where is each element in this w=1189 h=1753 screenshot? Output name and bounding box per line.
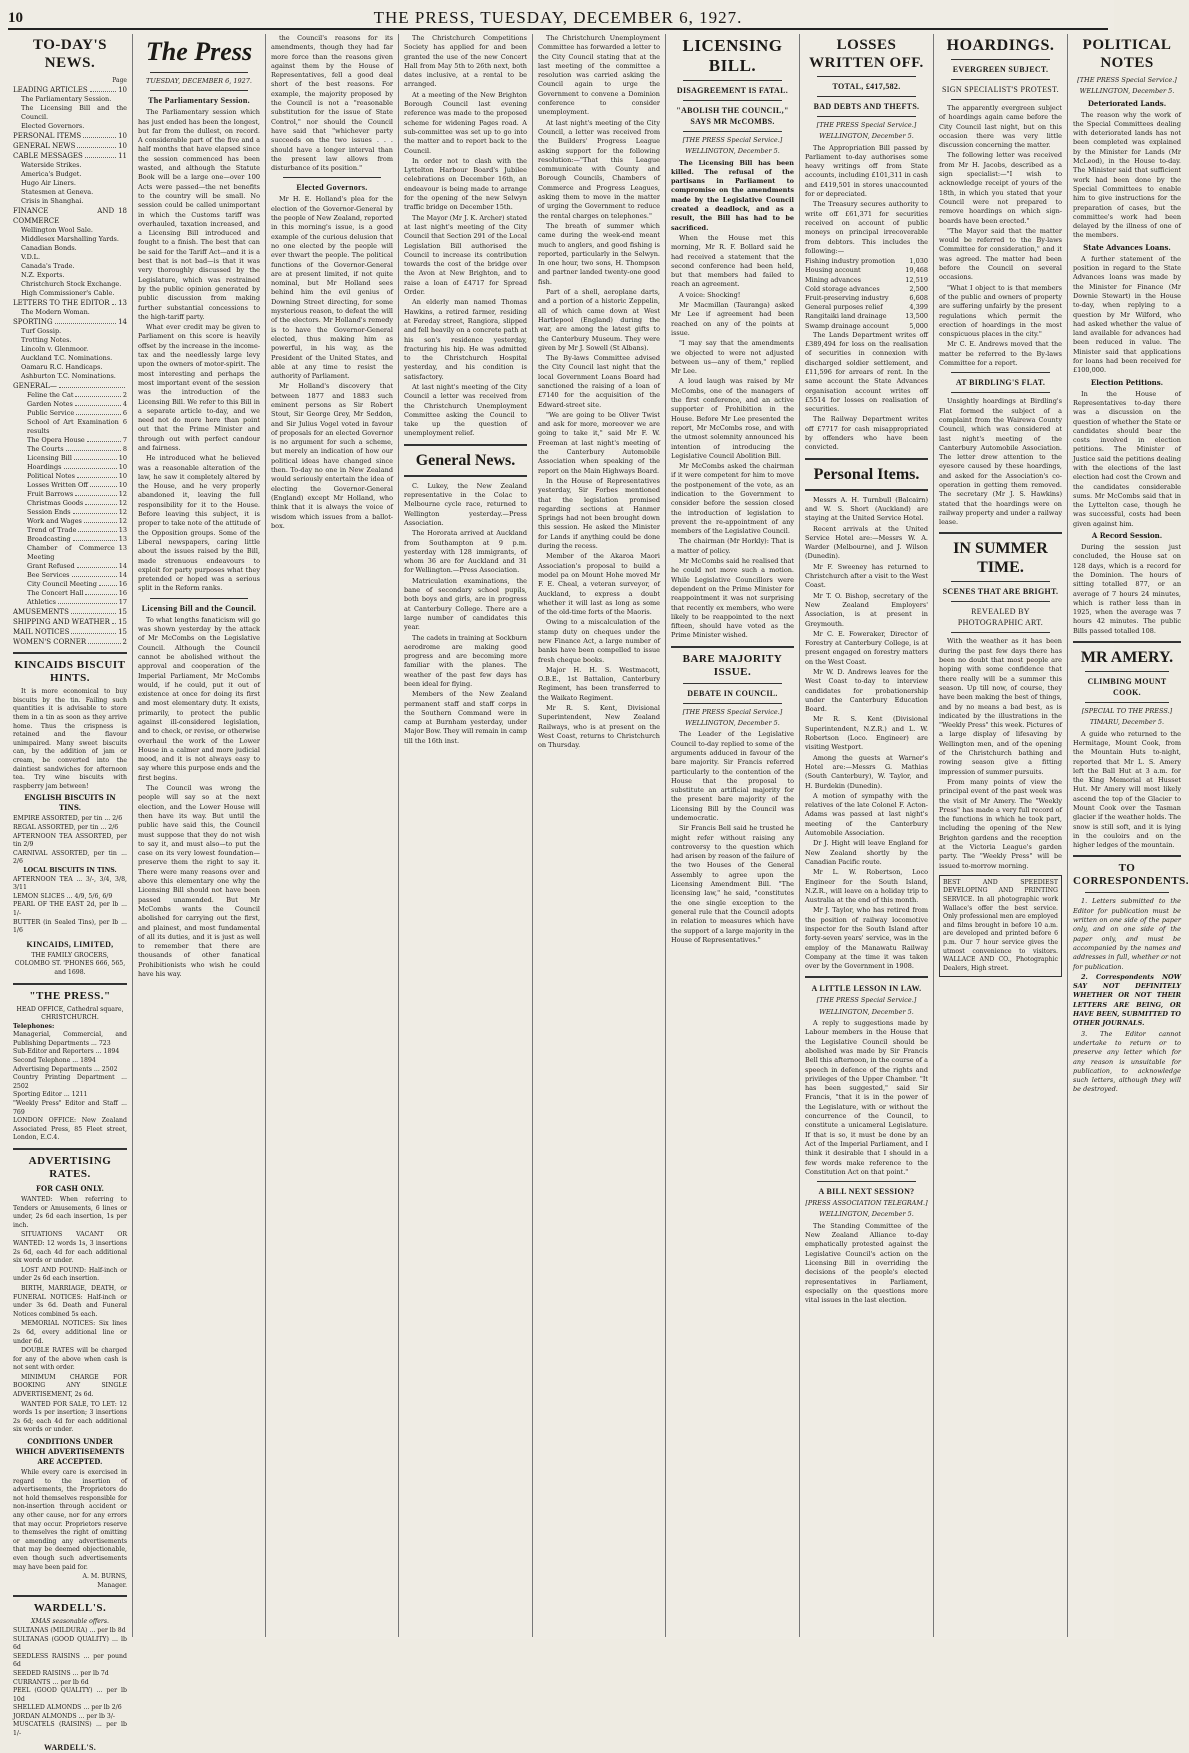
- rate-line: DOUBLE RATES will be charged for any of the above when cash is not sent with order.: [13, 1347, 127, 1372]
- toc-row[interactable]: GENERAL NEWS 10: [13, 142, 127, 151]
- bare-majority-heading: BARE MAJORITY ISSUE.: [682, 652, 783, 678]
- kincaids-company: KINCAIDS, LIMITED,: [26, 939, 114, 949]
- toc-subitem: N.Z. Exports.: [21, 271, 65, 280]
- toc-subitem: Ashburton T.C. Nominations.: [21, 372, 116, 381]
- editorial-heading: Licensing Bill and the Council.: [141, 603, 257, 613]
- news-paragraph: Member of the Akaroa Maori Association's proposal to build a model pa on Mount Hohe moved Mr F. E. Cheal, a veteran surveyor, of Auckland, to express a doubt whether it will last as long as some of the old-time forts of the Maoris.: [538, 552, 660, 617]
- news-paragraph: The Leader of the Legislative Council to-day replied to some of the arguments adduced in favour of the bare majority. Sir Francis referred particularly to the contention of the House that the proposal to substitute an artificial majority for the present bare majority of the Licensing Bill by the Council was undemocratic.: [671, 730, 794, 822]
- birdlings-heading: AT BIRDLING'S FLAT.: [955, 378, 1046, 388]
- toc-row[interactable]: SPORTING 14: [13, 318, 127, 327]
- wardells-line: CURRANTS ... per lb 6d: [13, 1678, 89, 1686]
- losses-heading: LOSSES WRITTEN OFF.: [809, 37, 924, 71]
- news-paragraph: Unsightly hoardings at Birdling's Flat formed the subject of a complaint from the Wairewa County Council, which was considered at last night's meeting of the Canterbury Automobile Association. The letter drew attention to the eyesore caused by these hoardings, and asked for the Association's co-operation in getting them removed. The secretary (Mr J. S. Hawkins) stated that the hoardings were on railway property and under a railway lease.: [939, 397, 1062, 527]
- masthead: [8, 8, 1108, 30]
- column-news-cont: [533, 34, 666, 1637]
- toc-subitem: Hugo Air Liners.: [21, 179, 76, 188]
- editorial-heading: The Parliamentary Session.: [148, 96, 250, 106]
- telephone-line: Sporting Editor ... 1211: [13, 1091, 88, 1099]
- column-general-news: [399, 34, 533, 1637]
- wardells-line: JORDAN ALMONDS ... per lb 3/-: [13, 1712, 116, 1720]
- toc-row[interactable]: SHIPPING AND WEATHER 15: [13, 618, 127, 627]
- wallace-ad: BEST AND SPEEDIEST DEVELOPING AND PRINTING SERVICE. In all photographic work Wallace's offer the best service. Only professional men are employed and films brought in before 10 a.m. are developed and printed before 6 p.m. Our 7 hour service gives the utmost convenience to visitors. WALLACE AND CO., Photographic Dealers, High street.: [939, 875, 1062, 978]
- losses-sub: BAD DEBTS AND THEFTS.: [813, 102, 920, 111]
- news-paragraph: When the House met this morning, Mr R. F. Bollard said he had received a statement that the second conference had been held, but that members had failed to reach an agreement.: [671, 233, 794, 289]
- kincaids-price: REGAL ASSORTED, per tin ... 2/6: [13, 824, 119, 832]
- news-paragraph: The Lands Department writes off £389,494 for loss on the realisation of securities in connexion with discharged soldier settlement, and £11,596 for arrears of rent. In the same account the State Advances organisation account writes off £5514 for losses on realisation of securities.: [805, 330, 928, 414]
- special-service: [THE PRESS Special Service.]: [816, 121, 917, 129]
- rate-line: LOST AND FOUND: Half-inch or under 2s 6d each insertion.: [13, 1266, 127, 1283]
- dateline: WELLINGTON, December 5.: [819, 1007, 914, 1016]
- political-subheading: A Record Session.: [1091, 531, 1163, 541]
- dateline: TIMARU, December 5.: [1089, 718, 1165, 727]
- political-subheading: State Advances Loans.: [1083, 242, 1171, 252]
- wardells-heading: WARDELL'S.: [33, 1602, 107, 1615]
- toc-row[interactable]: PERSONAL ITEMS 10: [13, 132, 127, 141]
- news-paragraph: The apparently evergreen subject of hoardings again came before the City Council last night, but on this occasion there was very little discussion concerning the matter.: [939, 104, 1062, 150]
- editorial-paragraph: The Parliamentary session which has just ended has been the longest, but far from the dullest, on record. A considerable part of the five and a half months that have elapsed since the session commenced has been wasted, and although the Statute Book will be a large one—over 100 Acts were passed—the net benefits to the country will be small. No session could be called unimportant in which the Customs tariff was overhauled, taxation increased, and a Licensing Bill introduced and fought to a finish. The best that can be said for the Tariff Act—and it is a best that is not bad—is that it was very thoroughly discussed by the Legislature, which was restrained by the public opinion generated by public discussion from making further substantial concessions to the high-tariff party.: [138, 108, 260, 321]
- toc-subitem: Lincoln v. Glenmoor.: [21, 345, 89, 354]
- column-editorial: [133, 34, 266, 1637]
- news-paragraph: Mr McCombs asked the chairman if it were competent for him to move the postponement of the vote, as an indication to the Government to consider before the session closed the introduction of legislation to prevent the re-appointment of any members of the Legislative Council.: [671, 462, 794, 536]
- rate-line: SITUATIONS VACANT OR WANTED: 12 words 1s, 3 insertions 2s 6d, each 4d for each additional six words or under.: [13, 1231, 127, 1265]
- editorial-paragraph: Mr H. E. Holland's plea for the election of the Governor-General by the people of New Zealand, reported in this morning's issue, is a good example of the curious delusion that no one elected by the people will ever thwart the people. The political functions of the Governor-General are at present limited, if not quite nominal, but Mr Holland sees behind him the evil genius of Downing Street directing, for some mysterious reason, to defeat the will of the electors. Mr Holland's remedy is to have the Governor-General elected, thus making him as powerful, in his way, as the President of the United States, and able at any time to resist the authority of Parliament.: [271, 195, 393, 381]
- toc-general-item[interactable]: Trend of Trade 13: [27, 526, 127, 535]
- news-paragraph: A voice: Shocking!: [679, 290, 741, 299]
- table-row: Fishing industry promotion 1,030: [805, 257, 928, 266]
- news-paragraph: An elderly man named Thomas Hawkins, a retired farmer, residing at Fereday street, Rangiora, slipped and fell heavily on a concrete path at his son's residence yesterday, fracturing his hip. He was admitted to the Christchurch Hospital yesterday, and his condition is satisfactory.: [404, 298, 527, 381]
- hoardings-sub: SIGN SPECIALIST'S PROTEST.: [942, 85, 1059, 94]
- news-paragraph: A further statement of the position in regard to the State Advances loans was made by the Minister for Finance (Mr Downie Stewart) in the House to-day, when replying to a question by Mr Wilford, who had asked whether the value of land available for advances had been reduced in value. The Minister said that applications for loans had been received for £100,000.: [1073, 254, 1181, 375]
- personal-heading: Personal Items.: [813, 465, 920, 483]
- editorial-heading: Elected Governors.: [296, 183, 368, 193]
- news-paragraph: Sir Francis Bell said he trusted he might refer without raising any controversy to the question which had arisen by reason of the failure of the two Houses of the General Assembly to agree upon the Licensing Amendment Bill. "The licensing law," he said, "constitutes the one single exception to the general rule that the Council adopts in relation to measures which have the support of a large majority in the House of Representatives.": [671, 824, 794, 944]
- toc-general-item[interactable]: Political Notes 10: [27, 472, 127, 481]
- toc-subitem: The Parliamentary Session.: [21, 95, 112, 104]
- conditions-heading: CONDITIONS UNDER WHICH ADVERTISEMENTS ARE ACCEPTED.: [15, 1437, 125, 1467]
- toc-general-item[interactable]: City Council Meeting 16: [27, 580, 127, 589]
- toc-general-item[interactable]: Fruit Barrows 12: [27, 490, 127, 499]
- news-paragraph: Mr McCombs said he realised that he could not move such a motion. While Legislative Councillors were dependent on the Prime Minister for reappointment it was not surprising that recently ex members, who were likely to be reappointed to the next fifteen, should have voted as the Prime Minister wished.: [671, 557, 794, 640]
- personal-items: [805, 496, 928, 972]
- special-service: [THE PRESS Special Service.]: [682, 707, 783, 716]
- dateline: WELLINGTON, December 5.: [819, 1210, 914, 1219]
- news-paragraph: Mr Macmillan (Tauranga) asked Mr Lee if agreement had been reached on any of the points at issue.: [671, 301, 794, 337]
- toc-subitem: Waterside Strikes.: [21, 161, 82, 170]
- news-paragraph: "We are going to be Oliver Twist and ask for more, moreover we are going to take it," said Mr F. W. Freeman at last night's meeting of the Canterbury Automobile Association when speaking of the report on the Main Highways Board.: [538, 410, 660, 475]
- correspondents-heading: TO CORRESPONDENTS.: [1073, 862, 1189, 888]
- kincaids-price: BUTTER (in Sealed Tins), per lb ... 1/6: [13, 918, 127, 935]
- wardells-line: MUSCATELS (RAISINS) ... per lb 1/-: [13, 1721, 127, 1738]
- news-paragraph: The By-laws Committee advised the City Council last night that the local Government Loans Board had sanctioned the raising of a loan of £7140 for the acquisition of the Edward-street site.: [538, 354, 660, 409]
- toc-general-item[interactable]: Broadcasting 13: [27, 535, 127, 544]
- news-paragraph: "The Mayor said that the matter would be referred to the By-laws Committee for consideration," and it was agreed. The matter had been before the Council on several occasions.: [939, 226, 1062, 282]
- special-service: [SPECIAL TO THE PRESS.]: [1081, 707, 1173, 716]
- telephones-label: Telephones:: [13, 1022, 55, 1030]
- toc-row[interactable]: CABLE MESSAGES 11: [13, 152, 127, 161]
- licensing-heading: LICENSING BILL.: [682, 36, 783, 75]
- editorial-paragraph: The Council was wrong the people will say so at the next election, and the Lower House will then have its way. But until the public have said this, the Council must suppose that they do not wish to say it, and must also—to put the case on its very lowest foundation—preserve them the right to say it. There were many reasons over and above this elementary one why the Licensing Bill should not have been passed unamended. But Mr McCombs wants the Council abolished for carrying out the first, and plainest, and most fundamental of all its duties, and it is just as well to remember that there are thousands of other fanatical Prohibitionists who wish he could have his way.: [138, 784, 260, 979]
- toc-subitem: America's Budget.: [21, 170, 82, 179]
- personal-item: Mr R. S. Kent (Divisional Superintendent, N.Z.R.) and L. W. Robertson (Loco. Engineer) are visiting Westport.: [805, 715, 928, 752]
- summer-sub: REVEALED BY PHOTOGRAPHIC ART.: [957, 607, 1044, 628]
- personal-item: Among the guests at Warner's Hotel are:—Messrs G. Mathias (South Canterbury), W. Taylor, and H. Burdekin (Dunedin).: [805, 753, 928, 790]
- rate-line: WANTED FOR SALE, TO LET: 12 words 1s per insertion; 3 insertions 2s 6d; each 4d for each additional six words or under.: [13, 1400, 127, 1434]
- personal-item: Mr F. Sweeney has returned to Christchurch after a visit to the West Coast.: [805, 562, 928, 590]
- personal-item: Mr L. W. Robertson, Loco Engineer for the South Island, N.Z.R., will leave on a holiday trip to Australia at the end of this month.: [805, 868, 928, 905]
- news-paragraph: With the weather as it has been during the past few days there has been no doubt that most people are hoping with some confidence that there really will be a summer this season. Up till now, of course, they have been making the best of things, and by no means a bad best, as is indicated by the illustrations in the "Weekly Press" this week. Pictures of a large display of lifesaving by Wellington men, and of the opening of the Christchurch bathing and rowing season give a fitting impression of summer pursuits.: [939, 637, 1062, 776]
- editorial-paragraph: He introduced what he believed was a reasonable alteration of the law, he saw it completely altered by the House, and he very properly abandoned it, leaving the full responsibility for it to the House. Before leaving this subject, it is proper to take note of the attitude of the Opposition groups. Some of the Liberal newspapers, caring little about the issues raised by the Bill, made strenuous endeavours to exploit for party purposes what they pretended or hoped was a serious split in the Reform ranks.: [138, 454, 260, 593]
- kincaids-prices-heading: ENGLISH BISCUITS IN TINS.: [24, 793, 116, 813]
- kincaids-body: It is more economical to buy biscuits by the tin. Failing such quantities it is advisable to store them in a tin as soon as they arrive home. Thus the crispness is retained and the flavour unimpaired. Many sweet biscuits can, by the addition of jam or cream, be converted into the daintiest sandwiches for afternoon tea. Try wine biscuits with raspberry jam between!: [13, 688, 127, 790]
- telephone-line: Sub-Editor and Reporters ... 1894: [13, 1048, 120, 1056]
- wardells-line: SULTANAS (GOOD QUALITY) ... lb 6d: [13, 1635, 127, 1652]
- news-paragraph: The Treasury secures authority to write off £61,371 for securities received on account of public moneys on principal irrecoverable from debtors. This includes the following:—: [805, 200, 928, 255]
- personal-item: Dr J. Hight will leave England for New Zealand shortly by the Canadian Pacific route.: [805, 839, 928, 866]
- telephone-line: Managerial, Commercial, and Publishing Departments ... 723: [13, 1031, 127, 1047]
- news-paragraph: Mr R. S. Kent, Divisional Superintendent, New Zealand Railways, who is at present on the West Coast, returns to Christchurch on Thursday.: [538, 704, 660, 750]
- losses-sub: TOTAL, £417,582.: [832, 82, 901, 91]
- column-hoardings: [934, 34, 1068, 1637]
- kincaids-price: CARNIVAL ASSORTED, per tin ... 2/6: [13, 849, 127, 866]
- wardells-line: SEEDLESS RAISINS ... per pound 6d: [13, 1652, 127, 1669]
- toc-general-item[interactable]: Licensing Bill 10: [27, 454, 127, 463]
- news-paragraph: The Christchurch Competitions Society has applied for and been granted the use of the new Concert Hall from May 5th to 26th next, both dates inclusive, at a rental to be arranged.: [404, 34, 527, 89]
- press-office-heading: "THE PRESS.": [29, 989, 111, 1002]
- wardells-line: SULTANAS (MILDURA) ... per lb 8d: [13, 1626, 126, 1634]
- toc-general-list: [13, 391, 127, 607]
- hoardings-heading: HOARDINGS.: [946, 37, 1055, 54]
- special-service: [PRESS ASSOCIATION TELEGRAM.]: [805, 1199, 928, 1208]
- amery-heading: MR AMERY.: [1080, 649, 1174, 667]
- licensing-sub: DISAGREEMENT IS FATAL.: [676, 86, 789, 95]
- personal-item: Recent arrivals at the United Service Hotel are:—Messrs W. A. Warder (Melbourne), and J. Wilson (Dunedin).: [805, 524, 928, 561]
- session-heading: A BILL NEXT SESSION?: [818, 1187, 915, 1197]
- toc-general-item[interactable]: Christmas Goods 12: [27, 499, 127, 508]
- toc-row[interactable]: FINANCE AND COMMERCE 18: [13, 207, 127, 226]
- news-paragraph: The Christchurch Unemployment Committee has forwarded a letter to the City Council stating that at the last meeting of the committee a resolution was carried asking the Council again to urge the Government to convene a Dominion conference to consider unemployment.: [538, 34, 660, 117]
- wardells-line: PEEL (GOOD QUALITY) ... per lb 10d: [13, 1687, 127, 1703]
- kincaids-heading: KINCAIDS BISCUIT HINTS.: [14, 659, 126, 685]
- editorial-paragraph: To what lengths fanaticism will go was shown yesterday by the attack of Mr McCombs on the Legislative Council. Although the Council cannot be abolished without the approval and cooperation of the Imperial Parliament, Mr McCombs would, if he could, put it out of existence at once for doing its first and most elementary duty. It exists, primarily, to protect the public against ill-considered legislation, and to check, or revise, or otherwise overhaul the work of the Lower House in a calmer and more judicial mood, and it is not always easy to say where this purpose ends and the first begins.: [138, 615, 260, 782]
- toc-general-item[interactable]: The Courts 8: [27, 445, 127, 454]
- table-row: Mining advances 12,519: [805, 275, 928, 284]
- news-paragraph: Matriculation examinations, the bane of secondary school pupils, both boys and girls, are in progress at Canterbury College. There are a large number of candidates this year.: [404, 576, 527, 632]
- page-title: THE PRESS, TUESDAY, DECEMBER 6, 1927.: [373, 8, 743, 27]
- wardells-footer: WARDELL'S.: [43, 1742, 97, 1752]
- toc-general-item[interactable]: Bee Services 14: [27, 571, 127, 580]
- telephone-line: Country Printing Department ... 2502: [13, 1074, 127, 1090]
- news-paragraph: Members of the New Zealand permanent staff and staff corps in the Southern Command were in camp at Burnham yesterday, under Major Bow. They will remain in camp till the 16th inst.: [404, 690, 527, 745]
- table-row: Housing account 19,468: [805, 266, 928, 275]
- column-licensing: [666, 34, 800, 1637]
- political-subheading: Deteriorated Lands.: [1087, 98, 1167, 108]
- conditions-body: While every care is exercised in regard to the insertion of advertisements, the Proprietors do not hold themselves responsible for non-insertion through accident or any other cause, nor for any errors that may occur. Proprietors reserve to themselves the right of omitting or amending any advertisements that may be deemed objectionable, even though such advertisements may have been paid for.: [13, 1469, 127, 1571]
- toc-general-item[interactable]: School of Art Examination results 6: [27, 418, 127, 436]
- toc-subitem: Wellington Wool Sale.: [21, 226, 93, 235]
- toc-general-item[interactable]: Grant Refused 14: [27, 562, 127, 571]
- news-paragraph: Major H. H. S. Westmacott, O.B.E., 1st Battalion, Canterbury Regiment, has been transferred to the Waikato Regiment.: [538, 665, 660, 702]
- table-row: Rangitaiki land drainage 13,500: [805, 312, 928, 321]
- news-paragraph: At last night's meeting of the City Council a letter was received from the Christchurch Unemployment Committee asking the Council to take up the question of unemployment relief.: [404, 382, 527, 438]
- toc-subitem: High Commissioner's Cable.: [21, 289, 115, 298]
- news-paragraph: The Standing Committee of the New Zealand Alliance to-day emphatically protested against the Legislative Council's action on the Licensing Bill in overriding the decisions of the people's elected representatives in Parliament, especially on the questions more vital issues in the last election.: [805, 1221, 928, 1305]
- press-logo: The Press: [145, 37, 253, 66]
- licensing-sub: "ABOLISH THE COUNCIL," SAYS MR McCOMBS.: [676, 106, 789, 126]
- losses-table: [805, 257, 928, 331]
- personal-item: A motion of sympathy with the relatives of the late Colonel F. Acton-Adams was passed at last night's meeting of the Canterbury Automobile Association.: [805, 791, 928, 838]
- news-paragraph: A loud laugh was raised by Mr McCombs, one of the managers of the first conference, and an active supporter of Prohibition in the House. Before Mr Lee presented the report, Mr McCombs rose, and with the utmost solemnity announced his intention of introducing the Legislative Council Abolition Bill.: [671, 377, 794, 460]
- toc-general-item[interactable]: Chamber of Commerce Meeting 13: [27, 544, 127, 562]
- general-news-heading: General News.: [415, 451, 516, 469]
- correspondents-rule: 1. Letters submitted to the Editor for publication must be written on one side of the paper only, and on one side of the paper only, and must be accompanied by the names and addresses in full, whether or not for publication.: [1073, 897, 1181, 971]
- kincaids-address: THE FAMILY GROCERS, COLOMBO ST. 'PHONES 666, 565, and 1698.: [14, 951, 126, 976]
- toc-subitem: Middlesex Marshalling Yards.: [21, 235, 119, 244]
- dateline: WELLINGTON, December 5.: [819, 132, 914, 141]
- kincaids-price: EMPIRE ASSORTED, per tin ... 2/6: [13, 815, 123, 823]
- news-paragraph: The Appropriation Bill passed by Parliament to-day authorises some heavy writings off from State accounts, including £101,311 in cash and £419,501 in stores unaccounted for or depreciated.: [805, 143, 928, 199]
- personal-item: Mr J. Taylor, who has retired from the position of railway locomotive inspector for the South Island after forty-seven years' service, was in the employ of the Manawatu Railway Company at the time it was taken over by the Government in 1908.: [805, 906, 928, 971]
- toc-row[interactable]: AMUSEMENTS 15: [13, 608, 127, 617]
- personal-item: Mr W. D. Andrews leaves for the West Coast to-day to interview candidates for probationership under the Canterbury Education Board.: [805, 667, 928, 714]
- bare-majority-sub: DEBATE IN COUNCIL.: [687, 688, 778, 698]
- news-paragraph: In order not to clash with the Lyttelton Harbour Board's Jubilee celebrations on December 16th, an endeavour is being made to arrange for the opening of the new Selwyn traffic bridge on December 15th.: [404, 156, 527, 212]
- columns: [8, 34, 1189, 1752]
- special-service: [THE PRESS Special Service.]: [682, 136, 783, 144]
- toc-subitem: Turf Gossip.: [21, 327, 62, 336]
- summer-sub: SCENES THAT ARE BRIGHT.: [942, 587, 1059, 597]
- table-row: Swamp drainage account 5,000: [805, 321, 928, 330]
- news-paragraph: The following letter was received from Mr H. Jacobs, described as a sign specialist:—"I wish to acknowledge receipt of yours of the 18th, in which you stated that your Council were not prepared to remove hoardings on which sign-boards have been erected.": [939, 151, 1062, 225]
- page-number: 10: [8, 9, 23, 26]
- news-paragraph: The Mayor (Mr J. K. Archer) stated at last night's meeting of the City Council that Section 291 of the Local Legislation Bill authorised the Council to increase its contribution towards the cost of the bridge over the Avon at New Brighton, and to raise a loan of £4717 for Spread Order.: [404, 213, 527, 297]
- rate-line: WANTED: When referring to Tenders or Amusements, 6 lines or under, 2s 6d each insertion, 1s per inch.: [13, 1196, 127, 1229]
- news-paragraph: A reply to suggestions made by Labour members in the House that the Legislative Council should be abolished was made by Sir Francis Bell this afternoon, in the course of a speech in defence of the rights and privileges of the Upper Chamber. "It has been suggested," said Sir Francis, "that it is in the power of the Legislature, with or without the concurrence of the Council, to constitute a unicameral Legislature. If that is so, it must be done by an Act of the Imperial Parliament, and I think it desirable that I should in a few words make reference to the Constitution Act on that point.": [805, 1019, 928, 1176]
- amery-sub: CLIMBING MOUNT COOK.: [1087, 677, 1167, 698]
- editorial-paragraph: the Council's reasons for its amendments, though they had far more force than the reasons given against them by the House of Representatives, fell a good deal short of the best reasons. For example, the majority proposed by the Council is not a "reasonable substitution for the issue of State Control," nor should the Council have said that "whichever party succeeds on the two issues . . . should have a longer interval than the present law allows from disturbance of its position.": [271, 34, 393, 173]
- toc-subitem: Canada's Trade.: [21, 262, 75, 271]
- kincaids-price: AFTERNOON TEA ... 3/-, 3/4, 3/8, 3/11: [13, 875, 127, 892]
- kincaids-price: LOCAL BISCUITS IN TINS.: [23, 866, 117, 874]
- political-heading: POLITICAL NOTES: [1082, 37, 1172, 71]
- news-paragraph: Part of a shell, aeroplane darts, and a portion of a historic Zeppelin, all of which came down at West Hartlepool (England) during the war, are among the latest gifts to the Canterbury Museum. They were given by Mr J. Sowell (St Albans).: [538, 288, 660, 352]
- press-office-sub: HEAD OFFICE, Cathedral square, CHRISTCHURCH.: [16, 1005, 124, 1022]
- column-index: [8, 34, 133, 1752]
- licensing-lead: The Licensing Bill has been killed. The refusal of the partisans in Parliament to compromise on the amendments made by the Legislative Council created a deadlock, and as a result, the Bill has had to be sacrificed.: [671, 158, 794, 232]
- index-heading: TO-DAY'S NEWS.: [32, 37, 108, 71]
- toc-subitem: The Licensing Bill and the Council.: [21, 104, 127, 122]
- manager-title: Manager.: [97, 1581, 127, 1589]
- wardells-sub: XMAS seasonable offers.: [31, 1618, 109, 1626]
- news-paragraph: In the House of Representatives to-day there was a discussion on the question of whether the State or candidates should bear the costs involved in election petitions. The Minister of Justice said the petitions dealing with the elections of the last election had cost the Crown and the candidates considerable sums. Mr McCombs said that in the Lyttelton case, though he was successful, costs had been given against him.: [1073, 389, 1181, 528]
- toc-subitem: The Modern Woman.: [21, 308, 90, 317]
- news-paragraph: A guide who returned to the Hermitage, Mount Cook, from the Mountain Huts to-night, reported that Mr L. S. Amery left the Ball Hut at 3 a.m. for the King Memorial at Husset Hut. Mr Amery will most likely ascend the top of the Glacier to Mount Cook over the Tasman glacier if the weather holds. The snow is still soft, and it is lying in the couloirs and on the higher ledges of the mountain.: [1073, 729, 1181, 850]
- table-row: Fruit-preserving industry 6,608: [805, 293, 928, 302]
- special-service: [THE PRESS Special Service.]: [816, 996, 917, 1005]
- summer-heading: IN SUMMER TIME.: [953, 540, 1048, 577]
- dateline: WELLINGTON, December 5.: [685, 719, 780, 728]
- editorial-dateline: TUESDAY, DECEMBER 6, 1927.: [146, 77, 252, 85]
- personal-item: Messrs A. H. Turnbull (Balcairn) and W. S. Short (Auckland) are staying at the United Service Hotel.: [805, 495, 928, 523]
- manager-name: A. M. BURNS,: [82, 1573, 127, 1581]
- kincaids-price: AFTERNOON TEA ASSORTED, per tin 2/9: [13, 832, 127, 849]
- toc-general-item[interactable]: Work and Wages 12: [27, 517, 127, 526]
- wardells-line: SHELLED ALMONDS ... per lb 2/6: [13, 1704, 122, 1712]
- column-political: [1068, 34, 1189, 1637]
- news-paragraph: The chairman (Mr Horkly): That is a matter of policy.: [671, 537, 794, 555]
- special-service: [THE PRESS Special Service.]: [1077, 76, 1177, 84]
- dateline: WELLINGTON, December 5.: [685, 147, 780, 156]
- editorial-paragraph: What ever credit may be given to Parliament on this score is heavily offset by the increase in the income-tax and the needlessly large levy upon the owners of motor-spirit. The most interesting and perhaps the most important event of the session was the introduction of the Licensing Bill. We refer to this Bill in a separate article to-day, and we need not do more here than point out that the Prime Minister and through out with perfect candour and fairness.: [138, 323, 260, 452]
- toc-general-item[interactable]: Session Ends 12: [27, 508, 127, 517]
- hoardings-sub: EVERGREEN SUBJECT.: [952, 65, 1049, 74]
- toc-general-item[interactable]: Public Service 6: [27, 409, 127, 418]
- telephone-line: Advertising Departments ... 2502: [13, 1065, 118, 1073]
- toc-row[interactable]: MAIL NOTICES 15: [13, 628, 127, 637]
- toc-subitem: Auckland T.C. Nominations.: [21, 354, 113, 363]
- news-paragraph: "What I object to is that members of the public and owners of property are suffering unfairly by the present regulations which permit the erection of hoardings in the most conspicuous places in the city.": [939, 283, 1062, 339]
- telephone-line: Second Telephone ... 1894: [13, 1057, 96, 1065]
- rate-line: MINIMUM CHARGE FOR BOOKING ANY SINGLE ADVERTISEMENT, 2s 6d.: [13, 1373, 127, 1399]
- toc-subitem: Elected Governors.: [21, 122, 85, 131]
- kincaids-price: PEARL OF THE EAST 2d, per lb ... 1/-: [13, 901, 127, 917]
- editorial-paragraph: Mr Holland's discovery that between 1877 and 1883 such eminent persons as Sir Robert Stout, Sir George Grey, Mr Seddon, and Sir Julius Vogel voted in favour of proposals for an elected Governor is no argument for such a scheme, but merely an indication of how our political ideas have changed since then. To-day no one in New Zealand would seriously entertain the idea of electing the Governor-General (England) except Mr Holland, who think that it is always the voice of wisdom which issues from a ballot-box.: [271, 382, 393, 530]
- news-paragraph: The breath of summer which came during the week-end meant much to anglers, and good fishing is reported, particularly in the Selwyn. In one hour, two sons, H. Thompson and partner landed twenty-one good fish.: [538, 221, 660, 286]
- toc-row[interactable]: GENERAL—: [13, 381, 127, 391]
- news-paragraph: The reason why the work of the Special Committees dealing with deteriorated lands has not been completed was explained by the Minister for Lands (Mr McLeod), in the House to-day. The Minister said that sufficient work had been done by the Special Committees to enable him to give instructions for the preparation of cases, but the committee's work had been delayed by the illness of one of the members.: [1073, 110, 1181, 240]
- index-page-label: Page: [112, 77, 127, 84]
- news-paragraph: In the House of Representatives yesterday, Sir Forbes mentioned that the legislation promised regarding sections at Hanmer Springs had not been brought down this session. He asked the Minister for Lands if anything could be done during the recess.: [538, 476, 660, 551]
- news-paragraph: At last night's meeting of the City Council, a letter was received from the Builders' Progress League asking support for the following resolution:—"That this League communicate with County and Borough Councils, Chambers of Commerce and Progress Leagues, asking them to move in the matter of urging the Government to reduce the rental charges on telephones.": [538, 118, 660, 220]
- toc-general-item[interactable]: The Concert Hall 16: [27, 589, 127, 598]
- rate-line: BIRTH, MARRIAGE, DEATH, or FUNERAL NOTICES: Half-inch or under 3s 6d. Death and Funeral Notices combined 5s each.: [13, 1284, 127, 1318]
- news-paragraph: During the session just concluded, the House sat on 128 days, which is a record for the Dominion. The hours of sitting totalled 877, or an average of 7 hours 24 minutes, which is rather less than in 1925, when the average was 7 hours 42 minutes. The public Bills passed totalled 108.: [1073, 543, 1181, 635]
- toc-general-item[interactable]: Losses Written Off 10: [27, 481, 127, 490]
- lesson-heading: A LITTLE LESSON IN LAW.: [811, 984, 922, 994]
- column-losses: [800, 34, 934, 1637]
- dateline: WELLINGTON, December 5.: [1079, 87, 1175, 96]
- news-paragraph: C. Lukey, the New Zealand representative in the Colac to Melbourne cycle race, returned to Wellington yesterday.—Press Association.: [404, 481, 527, 527]
- toc-general-item[interactable]: Athletics 17: [27, 598, 127, 607]
- table-row: General purposes relief 4,399: [805, 303, 928, 312]
- news-paragraph: The cadets in training at Sockburn aerodrome are making good progress and are becoming more familiar with the planes. The weather of the past few days has been ideal for flying.: [404, 633, 527, 688]
- rates-sub: FOR CASH ONLY.: [36, 1184, 104, 1194]
- table-row: Cold storage advances 2,500: [805, 284, 928, 293]
- news-paragraph: Owing to a miscalculation of the stamp duty on cheques under the new Finance Act, a large number of banks have been compelled to issue fresh cheque books.: [538, 618, 660, 664]
- news-paragraph: The Railway Department writes off £7717 for cash misappropriated by offenders who have been convicted.: [805, 415, 928, 452]
- toc-subitem: Canadian Bonds.: [21, 244, 77, 253]
- telephone-line: "Weekly Press" Editor and Staff ... 769: [13, 1100, 127, 1116]
- toc-row[interactable]: WOMEN'S CORNER 2: [13, 638, 127, 647]
- rate-line: MEMORIAL NOTICES: Six lines 2s 6d, every additional line or under 6d.: [13, 1320, 127, 1345]
- kincaids-price: LEMON SLICES ... 4/9, 5/6, 6/9: [13, 892, 113, 900]
- toc-subitem: Christchurch Stock Exchange.: [21, 280, 122, 289]
- toc-subitem: Statesmen at Geneva.: [21, 188, 94, 197]
- toc-row[interactable]: LETTERS TO THE EDITOR 13: [13, 299, 127, 308]
- toc-subitem: Trotting Notes.: [21, 336, 72, 345]
- correspondents-rule: 3. The Editor cannot undertake to return or to preserve any letter which for any reason is unsuitable for publication, to acknowledge such letters, although they will be destroyed.: [1073, 1029, 1181, 1094]
- toc-subitem: Oamaru R.C. Handicaps.: [21, 363, 103, 372]
- news-paragraph: Mr C. E. Andrews moved that the matter be referred to the By-laws Committee for a report.: [939, 340, 1062, 368]
- column-editorial-cont: [266, 34, 399, 1637]
- toc-general-item[interactable]: Feline the Cat 2: [27, 391, 127, 400]
- news-paragraph: From many points of view the principal event of the past week was the visit of Mr Amery. The "Weekly Press" has made a very full record of the functions in which he took part, including the opening of the New Brighton gardens and the reception at the Victoria League's garden party. The "Weekly Press" will be issued to-morrow morning.: [939, 777, 1062, 870]
- news-paragraph: At a meeting of the New Brighton Borough Council last evening reference was made to the proposed scheme for widening Pages road. A sub-committee was set up to go into the matter and to report back to the Council.: [404, 90, 527, 155]
- rates-heading: ADVERTISING RATES.: [28, 1155, 112, 1181]
- toc-general-item[interactable]: Garden Notes 4: [27, 400, 127, 409]
- toc-subitem: Crisis in Shanghai.: [21, 197, 84, 206]
- wardells-line: SEEDED RAISINS ... per lb 7d: [13, 1669, 109, 1677]
- toc-general-item[interactable]: The Opera House 7: [27, 436, 127, 445]
- toc-subitem: V.D.L.: [21, 253, 41, 262]
- personal-item: Mr C. E. Foweraker, Director of Forestry at Canterbury College, is at present engaged on forestry matters on the West Coast.: [805, 629, 928, 666]
- london-office: LONDON OFFICE: New Zealand Associated Press, 85 Fleet street, London, E.C.4.: [13, 1117, 127, 1142]
- toc-general-item[interactable]: Hoardings 10: [27, 463, 127, 472]
- news-paragraph: "I may say that the amendments we objected to were not adjusted between us—any of them," replied Mr Lee.: [671, 339, 794, 376]
- correspondents-rule: 2. Correspondents NOW SAY NOT DEFINITELY WHETHER OR NOT THEIR LETTERS ARE BEING, OR HAVE BEEN, SUBMITTED TO OTHER JOURNALS.: [1073, 972, 1181, 1028]
- news-paragraph: The Hororata arrived at Auckland from Southampton at 9 p.m. yesterday with 128 immigrants, of whom 36 are for Auckland and 31 for Wellington.—Press Association.: [404, 529, 527, 575]
- personal-item: Mr T. O. Bishop, secretary of the New Zealand Employers' Association, is at present in Greymouth.: [805, 591, 928, 628]
- political-subheading: Election Petitions.: [1090, 377, 1164, 387]
- toc-row[interactable]: LEADING ARTICLES 10: [13, 86, 127, 95]
